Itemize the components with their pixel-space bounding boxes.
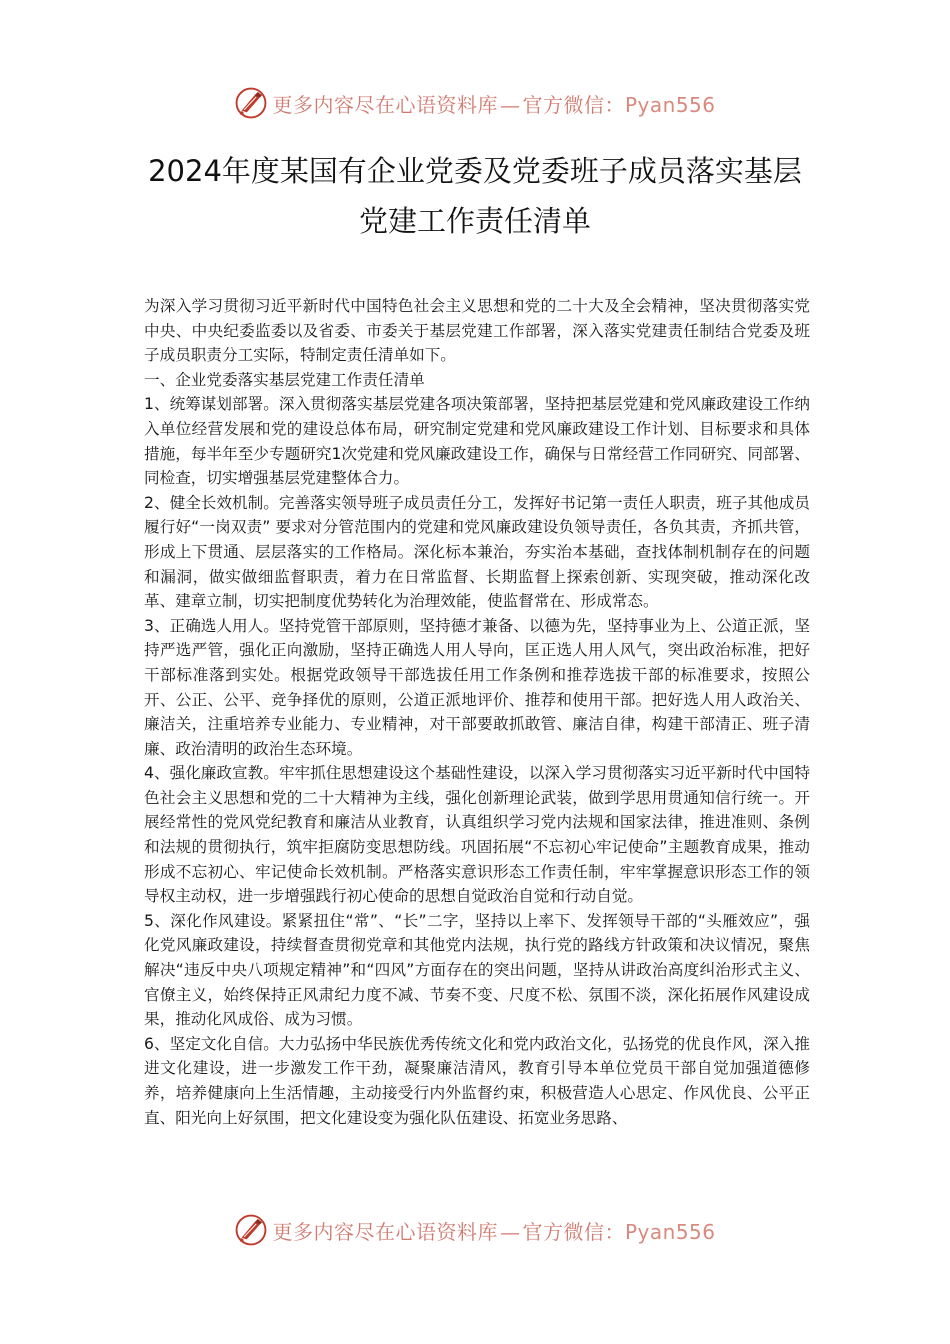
document-title [60,146,890,246]
section-heading: 一、企业党委落实基层党建工作责任清单 [144,370,425,389]
banner-wechat-id: Pyan556 [624,1219,716,1244]
paragraph-item-4: 4、强化廉政宣教。牢牢抓住思想建设这个基础性建设，以深入学习贯彻落实习近平新时代中国特色社会主义思想和党的二十大精神为主线，强化创新理论武装，做到学思用贯通知信行统一。开展经常性的党风党纪教育和廉洁从业教育，认真组织学习党内法规和国家法律，推进准则、条例和法规的贯彻执行，筑牢拒腐防变思想防线。巩固拓展“不忘初心牢记使命”主题教育成果，推动形成不忘初心、牢记使命长效机制。严格落实意识形态工作责任制，牢牢掌握意识形态工作的领导权主动权，进一步增强践行初心使命的思想自觉政治自觉和行动自觉。 [144,764,810,906]
banner-wechat-id: Pyan556 [624,92,716,117]
banner-main-text: 更多内容尽在心语资料库 [272,92,498,117]
paragraph-item-2: 2、健全长效机制。完善落实领导班子成员责任分工，发挥好书记第一责任人职责，班子其他成员履行好“一岗双责” 要求对分管范围内的党建和党风廉政建设负领导责任，各负其责，齐抓共管，形成上下贯通、层层落实的工作格局。深化标本兼治，夯实治本基础，查找体制机制存在的问题和漏洞，做实做细监督职责，着力在日常监督、长期监督上探索创新、实现突破，推动深化改革、建章立制，切实把制度优势转化为治理效能，使监督常在、形成常态。 [144,493,810,611]
banner-separator: — [499,1219,521,1244]
title-line-2: 党建工作责任清单 [358,204,591,238]
title-line-1: 2024年度某国有企业党委及党委班子成员落实基层 [148,154,802,188]
pen-nib-logo-icon [234,86,268,120]
banner-separator: — [499,92,521,117]
banner-suffix-text: 官方微信： [522,92,625,117]
banner-text [272,89,715,118]
header-banner [0,83,950,123]
paragraph-item-5: 5、深化作风建设。紧紧扭住“常”、“长”二字，坚持以上率下、发挥领导干部的“头雁效应”，强化党风廉政建设，持续督查贯彻党章和其他党内法规，执行党的路线方针政策和决议情况，聚焦解决“违反中央八项规定精神”和“四风”方面存在的突出问题，坚持从讲政治高度纠治形式主义、官僚主义，始终保持正风肃纪力度不减、节奏不变、尺度不松、氛围不淡，深化拓展作风建设成果，推动化风成俗、成为习惯。 [144,911,810,1029]
paragraph-item-1: 1、统筹谋划部署。深入贯彻落实基层党建各项决策部署，坚持把基层党建和党风廉政建设工作纳入单位经营发展和党的建设总体布局，研究制定党建和党风廉政建设工作计划、目标要求和具体措施，每半年至少专题研究1次党建和党风廉政建设工作，确保与日常经营工作同研究、同部署、同检查，切实增强基层党建整体合力。 [144,395,810,488]
document-body [144,294,810,1130]
banner-text [272,1216,715,1245]
banner-main-text: 更多内容尽在心语资料库 [272,1219,498,1244]
paragraph-intro: 为深入学习贯彻习近平新时代中国特色社会主义思想和党的二十大及全会精神，坚决贯彻落实党中央、中央纪委监委以及省委、市委关于基层党建工作部署，深入落实党建责任制结合党委及班子成员职责分工实际，特制定责任清单如下。 [144,297,810,365]
paragraph-item-6: 6、坚定文化自信。大力弘扬中华民族优秀传统文化和党内政治文化，弘扬党的优良作风，深入推进文化建设，进一步激发工作干劲，凝聚廉洁清风，教育引导本单位党员干部自觉加强道德修养，培养健康向上生活情趣，主动接受行内外监督约束，积极营造人心思定、作风优良、公平正直、阳光向上好氛围，把文化建设变为强化队伍建设、拓宽业务思路、 [144,1034,810,1127]
footer-banner [0,1210,950,1250]
paragraph-item-3: 3、正确选人用人。坚持党管干部原则，坚持德才兼备、以德为先，坚持事业为上、公道正派，坚持严选严管，强化正向激励，坚持正确选人用人导向，匡正选人用人风气，突出政治标准，把好干部标准落到实处。根据党政领导干部选拔任用工作条例和推荐选拔干部的标准要求，按照公开、公正、公平、竞争择优的原则，公道正派地评价、推荐和使用干部。把好选人用人政治关、廉洁关，注重培养专业能力、专业精神，对干部要敢抓敢管、廉洁自律，构建干部清正、班子清廉、政治清明的政治生态环境。 [144,616,810,758]
banner-suffix-text: 官方微信： [522,1219,625,1244]
pen-nib-logo-icon [234,1213,268,1247]
